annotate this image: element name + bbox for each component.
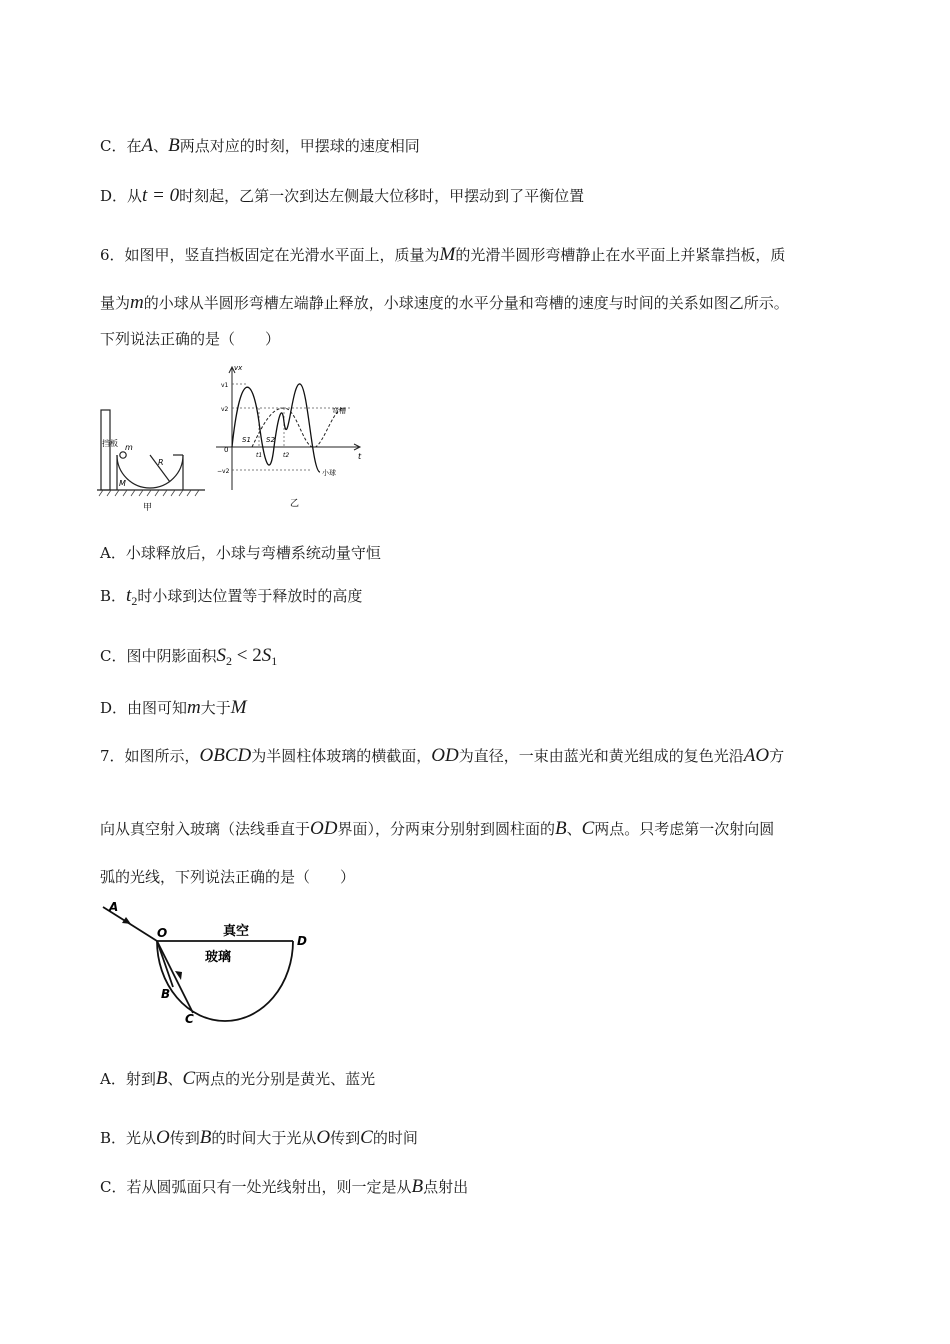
q7-l2-b: 界面），分两束分别射到圆柱面的 <box>337 820 555 838</box>
q7-l1-c: 为直径，一束由蓝光和黄光组成的复色光沿 <box>458 747 744 765</box>
math-OD: OD <box>310 818 338 839</box>
math-m: m <box>130 292 144 313</box>
label-glass: 玻璃 <box>205 950 232 965</box>
math-C: C <box>182 1068 196 1089</box>
label-B: B <box>161 987 171 1001</box>
label-vacuum: 真空 <box>223 924 250 939</box>
origin-label: 0 <box>224 446 229 454</box>
q7-stem-line2 <box>100 818 774 840</box>
math-B: B <box>199 1127 212 1148</box>
legend-ball: 小球 <box>322 469 336 477</box>
label-O: O <box>157 926 168 940</box>
math-S: S <box>261 645 272 666</box>
tick-t2: t2 <box>283 452 290 459</box>
math-B: B <box>411 1176 424 1197</box>
tick-neg-v2: −v2 <box>217 468 230 475</box>
q7-a-sep: 、 <box>167 1070 183 1088</box>
math-t: t <box>126 585 132 606</box>
q7-l1-a: 7．如图所示， <box>100 747 200 765</box>
curve-ball <box>232 384 320 472</box>
math-m: m <box>187 697 201 718</box>
q7-a-text-end: 两点的光分别是黄光、蓝光 <box>195 1070 376 1088</box>
q6-figure-yi <box>212 362 372 512</box>
q7-b-mid3: 传到 <box>330 1129 361 1147</box>
q7-b-mid1: 传到 <box>169 1129 200 1147</box>
q7-option-a <box>100 1068 375 1090</box>
math-B: B <box>168 135 180 156</box>
q7-b-text-end: 的时间 <box>372 1129 418 1147</box>
q6-d-mid: 大于 <box>200 699 231 717</box>
q7-option-b <box>100 1127 418 1149</box>
math-inequality <box>216 645 277 666</box>
math-B: B <box>155 1068 168 1089</box>
q6-option-a: A．小球释放后，小球与弯槽系统动量守恒 <box>100 544 381 562</box>
math-sub: 2 <box>225 654 232 668</box>
q6-stem-line3: 下列说法正确的是（ ） <box>100 330 281 348</box>
q6-b-text: 时小球到达位置等于释放时的高度 <box>137 587 363 605</box>
legend-groove: 弯槽 <box>332 407 346 415</box>
label-A: A <box>109 900 119 914</box>
q6-stem-line2 <box>100 292 789 314</box>
caption-jia: 甲 <box>143 503 153 513</box>
q7-l1-d: 方 <box>769 747 785 765</box>
q5-c-text-end: 两点对应的时刻，甲摆球的速度相同 <box>179 137 420 155</box>
q7-c-text: C．若从圆弧面只有一处光线射出，则一定是从 <box>100 1178 412 1196</box>
q6-line1-a: 6．如图甲，竖直挡板固定在光滑水平面上，质量为 <box>100 246 440 264</box>
q7-stem-line1 <box>100 745 784 767</box>
label-S1: S1 <box>242 436 251 444</box>
q6-line2-a: 量为 <box>100 294 131 312</box>
q5-d-text-end: 时刻起，乙第一次到达左侧最大位移时，甲摆动到了平衡位置 <box>179 187 585 205</box>
q6-c-text: C．图中阴影面积 <box>100 647 217 665</box>
q5-option-c <box>100 135 420 157</box>
math-C: C <box>581 818 595 839</box>
math-lt: < 2 <box>231 645 262 666</box>
q6-stem-line1 <box>100 244 785 266</box>
math-O: O <box>316 1127 331 1148</box>
math-C: C <box>360 1127 373 1148</box>
q7-option-c <box>100 1176 468 1198</box>
math-sub: 1 <box>271 654 278 668</box>
math-sub-2: 2 <box>131 594 138 608</box>
q6-b-label: B． <box>100 587 127 605</box>
caption-yi: 乙 <box>290 499 300 509</box>
axis-t-label: t <box>358 452 362 461</box>
math-M: M <box>230 697 247 718</box>
q7-b-text: B．光从 <box>100 1129 157 1147</box>
q5-d-text: D．从 <box>100 187 143 205</box>
label-C: C <box>185 1012 194 1026</box>
q6-line1-b: 的光滑半圆形弯槽静止在水平面上并紧靠挡板，质 <box>455 246 786 264</box>
q7-stem-line3: 弧的光线，下列说法正确的是（ ） <box>100 868 356 886</box>
math-t2 <box>126 585 137 606</box>
q7-l2-a: 向从真空射入玻璃（法线垂直于 <box>100 820 311 838</box>
q7-l1-b: 为半圆柱体玻璃的横截面， <box>251 747 432 765</box>
q5-c-sep: 、 <box>153 137 169 155</box>
math-B: B <box>554 818 567 839</box>
label-m: m <box>125 443 133 452</box>
label-R: R <box>158 458 164 467</box>
q7-l2-sep: 、 <box>566 820 582 838</box>
math-O: O <box>156 1127 170 1148</box>
math-M: M <box>439 244 456 265</box>
label-M: M <box>119 479 126 488</box>
q6-line2-b: 的小球从半圆形弯槽左端静止释放，小球速度的水平分量和弯槽的速度与时间的关系如图乙所示。 <box>143 294 789 312</box>
axis-y-label: vx <box>234 364 243 372</box>
q7-figure <box>95 895 320 1030</box>
label-S2: S2 <box>266 436 275 444</box>
q7-l2-c: 两点。只考虑第一次射向圆 <box>594 820 775 838</box>
q7-a-text: A．射到 <box>100 1070 156 1088</box>
label-D: D <box>297 934 307 948</box>
tick-t1: t1 <box>256 452 263 459</box>
label-board: 挡板 <box>102 439 118 448</box>
math-OD: OD <box>431 745 459 766</box>
q5-option-d <box>100 185 584 207</box>
q7-c-text-end: 点射出 <box>423 1178 469 1196</box>
tick-v2: v2 <box>221 406 229 413</box>
q5-c-text: C．在 <box>100 137 142 155</box>
q6-figure-jia <box>95 400 210 515</box>
q7-b-mid2: 的时间大于光从 <box>211 1129 317 1147</box>
math-S: S <box>216 645 226 666</box>
math-AO: AO <box>743 745 770 766</box>
q6-option-c <box>100 645 277 672</box>
math-A: A <box>141 135 154 156</box>
math-OBCD: OBCD <box>199 745 252 766</box>
tick-v1: v1 <box>221 382 229 389</box>
math-t-equals-0: t = 0 <box>142 185 180 206</box>
q6-option-d <box>100 697 247 719</box>
q6-d-text: D．由图可知 <box>100 699 188 717</box>
q6-option-b <box>100 585 362 612</box>
